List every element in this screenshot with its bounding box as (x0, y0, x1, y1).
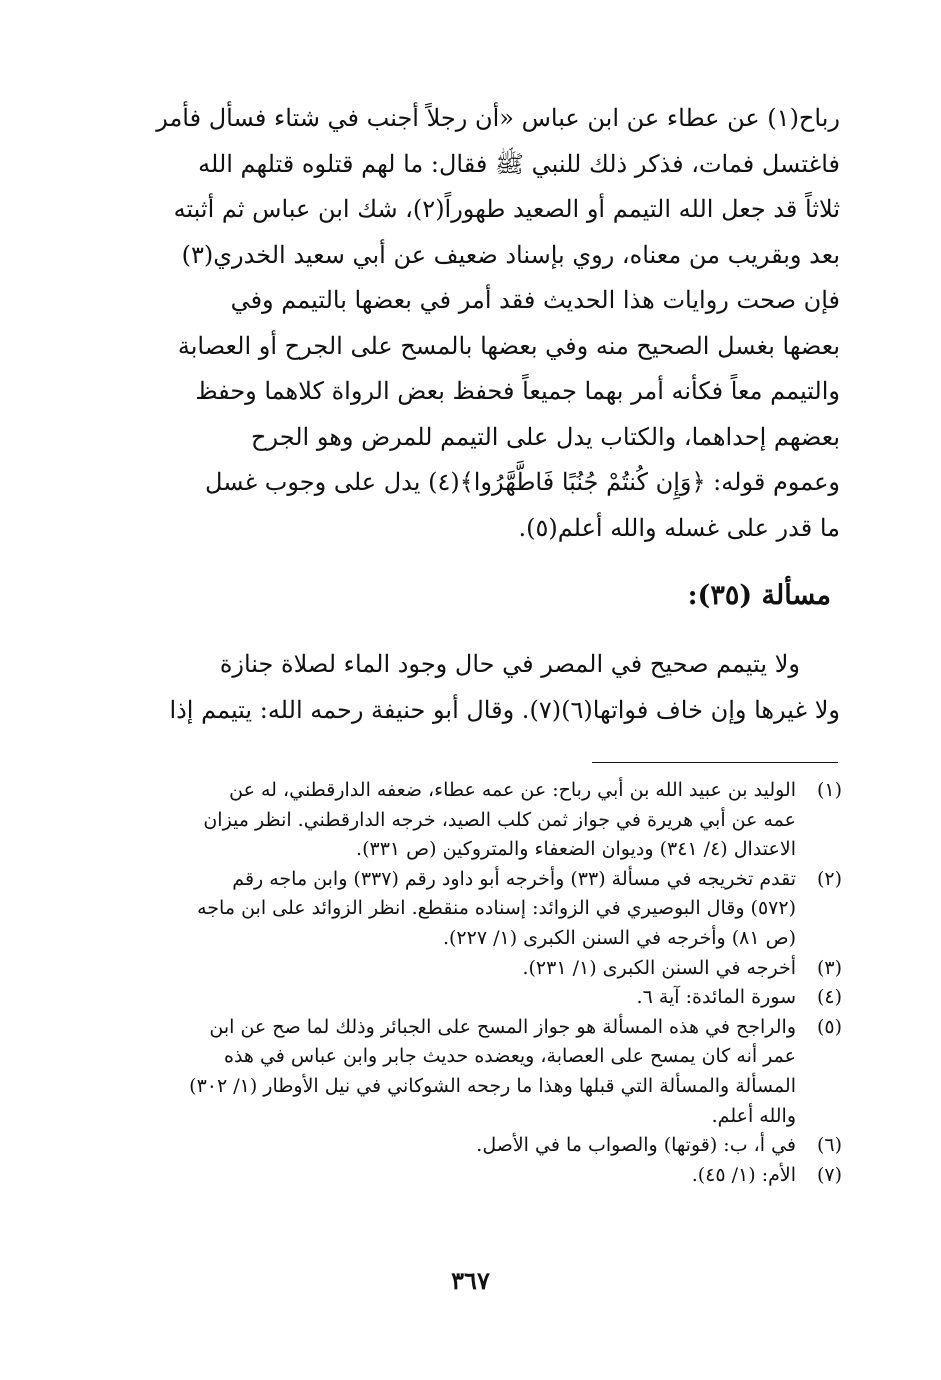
footnote-line: عمر أنه كان يمسح على العصابة، ويعضده حديث جابر وابن عباس في هذه (223, 1045, 796, 1068)
footnote-text (130, 865, 796, 954)
footnote-text (130, 1013, 796, 1131)
footnote-number: (٧) (816, 1163, 842, 1186)
text-line: رباح(١) عن عطاء عن ابن عباس «أن رجلاً أجنب في شتاء فسأل فأمر (156, 104, 840, 132)
footnote-line: أخرجه في السنن الكبرى (١/ ٢٣١). (522, 956, 796, 979)
footnote-text (130, 983, 796, 1013)
main-paragraph (130, 96, 840, 551)
text-line: ولا يتيمم صحيح في المصر في حال وجود الماء لصلاة جنازة (219, 650, 800, 678)
text-line: بعضهم إحداهما، والكتاب يدل على التيمم للمرض وهو الجرح (250, 422, 840, 451)
footnotes-list (130, 776, 842, 1190)
footnote (130, 983, 842, 1013)
footnote-line: عمه عن أبي هريرة في جواز ثمن كلب الصيد، خرجه الدارقطني. انظر ميزان (203, 808, 796, 831)
footnote-line: والله أعلم. (711, 1104, 796, 1127)
footnote (130, 1131, 842, 1161)
text-line: والتيمم معاً فكأنه أمر بهما جميعاً فحفظ بعض الرواة كلاهما وحفظ (195, 377, 840, 405)
footnote-line: المسألة والمسألة التي قبلها وهذا ما رجحه الشوكاني في نيل الأوطار (١/ ٣٠٢) (189, 1074, 796, 1097)
footnote (130, 776, 842, 865)
footnote (130, 1161, 842, 1191)
footnote-line: والراجح في هذه المسألة هو جواز المسح على الجبائر وذلك لما صح عن ابن (209, 1015, 796, 1038)
second-paragraph (130, 642, 840, 733)
text-line: بعضها بغسل الصحيح منه وفي بعضها بالمسح على الجرح أو العصابة (177, 331, 840, 360)
footnote-number: (٤) (816, 986, 842, 1009)
footnote-text (130, 776, 796, 865)
text-line: وعموم قوله: ﴿وَإِن كُنتُمْ جُنُبًا فَاطَّهَّرُوا﴾(٤) يدل على وجوب غسل (205, 468, 840, 496)
text-line: ولا غيرها وإن خاف فواتها(٦)(٧). وقال أبو حنيفة رحمه الله: يتيمم إذا (169, 695, 840, 724)
footnote-number: (٣) (816, 956, 842, 979)
footnote-divider (592, 762, 838, 763)
section-heading: مسألة (٣٥): (687, 580, 831, 611)
footnote-text (130, 954, 796, 984)
footnote-line: في أ، ب: (قوتها) والصواب ما في الأصل. (476, 1134, 796, 1157)
text-line: بعد وبقريب من معناه، روي بإسناد ضعيف عن أبي سعيد الخدري(٣) (181, 240, 840, 269)
footnote-line: (ص ٨١) وأخرجه في السنن الكبرى (١/ ٢٢٧). (442, 926, 796, 949)
text-line: ما قدر على غسله والله أعلم(٥). (518, 513, 840, 542)
footnote-line: سورة المائدة: آية ٦. (636, 986, 796, 1009)
footnote (130, 865, 842, 954)
footnote-number: (٢) (816, 867, 842, 890)
footnote-line: (٥٧٢) وقال البوصيري في الزوائد: إسناده منقطع. انظر الزوائد على ابن ماجه (197, 897, 796, 920)
footnote (130, 954, 842, 984)
footnote-number: (٥) (816, 1015, 842, 1038)
footnote-number: (١) (816, 779, 842, 801)
footnote-number: (٦) (816, 1134, 842, 1157)
footnote-text (130, 1131, 796, 1161)
footnote-line: الوليد بن عبيد الله بن أبي رباح: عن عمه عطاء، ضعفه الدارقطني، له عن (229, 779, 796, 801)
footnote-line: الاعتدال (٤/ ٣٤١) وديوان الضعفاء والمتروكين (ص ٣٣١). (356, 838, 796, 861)
footnote-line: تقدم تخريجه في مسألة (٣٣) وأخرجه أبو داود رقم (٣٣٧) وابن ماجه رقم (232, 867, 796, 890)
footnote-text (130, 1161, 796, 1191)
footnote-line: الأم: (١/ ٤٥). (691, 1163, 796, 1186)
page-number: ٣٦٧ (451, 1266, 490, 1295)
text-line: فإن صحت روايات هذا الحديث فقد أمر في بعضها بالتيمم وفي (230, 286, 840, 314)
footnote (130, 1013, 842, 1131)
text-line: فاغتسل فمات، فذكر ذلك للنبي ﷺ فقال: ما لهم قتلوه قتلهم الله (198, 149, 840, 178)
text-line: ثلاثاً قد جعل الله التيمم أو الصعيد طهوراً(٢)، شك ابن عباس ثم أثبته (173, 195, 840, 223)
